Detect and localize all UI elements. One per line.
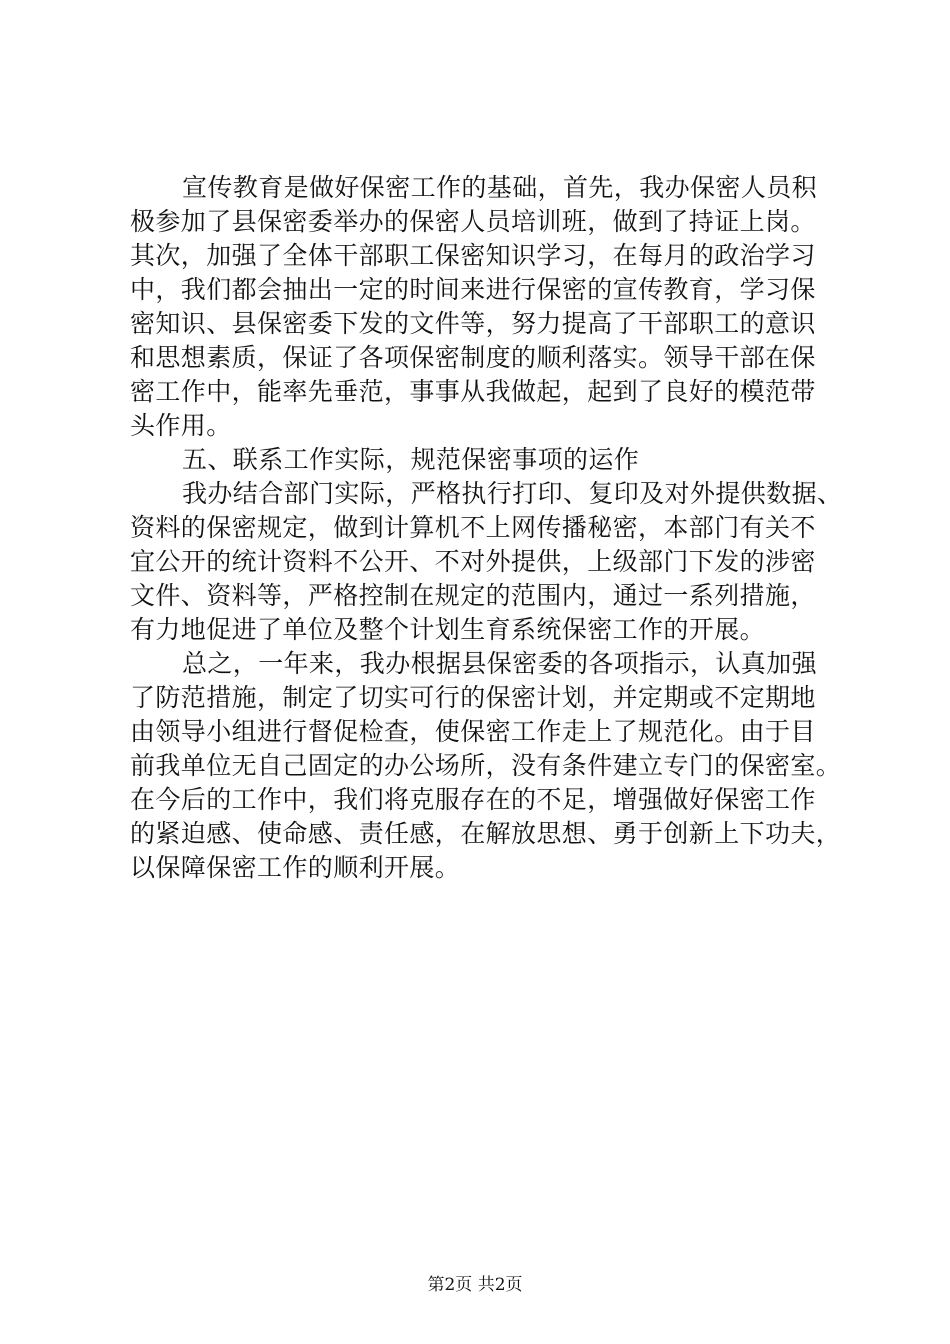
text-line: 头作用。 bbox=[130, 411, 232, 440]
text-line: 和思想素质，保证了各项保密制度的顺利落实。领导干部在保 bbox=[130, 343, 816, 372]
section-heading: 五、联系工作实际，规范保密事项的运作 bbox=[182, 445, 640, 474]
text-line: 中，我们都会抽出一定的时间来进行保密的宣传教育，学习保 bbox=[130, 275, 816, 304]
text-line: 密知识、县保密委下发的文件等，努力提高了干部职工的意识 bbox=[130, 309, 816, 338]
text-line: 总之，一年来，我办根据县保密委的各项指示，认真加强 bbox=[182, 649, 818, 678]
text-line: 前我单位无自己固定的办公场所，没有条件建立专门的保密室。 bbox=[130, 751, 842, 780]
text-line: 我办结合部门实际，严格执行打印、复印及对外提供数据、 bbox=[182, 479, 843, 508]
text-line: 由领导小组进行督促检查，使保密工作走上了规范化。由于目 bbox=[130, 717, 816, 746]
text-line: 其次，加强了全体干部职工保密知识学习，在每月的政治学习 bbox=[130, 241, 816, 270]
text-line: 密工作中，能率先垂范，事事从我做起，起到了良好的模范带 bbox=[130, 377, 816, 406]
text-line: 极参加了县保密委举办的保密人员培训班，做到了持证上岗。 bbox=[130, 207, 816, 236]
page-number: 第2页 共2页 bbox=[427, 1275, 523, 1295]
text-line: 宣传教育是做好保密工作的基础，首先，我办保密人员积 bbox=[182, 173, 818, 202]
text-line: 有力地促进了单位及整个计划生育系统保密工作的开展。 bbox=[130, 615, 766, 644]
text-line: 的紧迫感、使命感、责任感，在解放思想、勇于创新上下功夫， bbox=[130, 819, 842, 848]
text-line: 以保障保密工作的顺利开展。 bbox=[130, 853, 461, 882]
text-line: 文件、资料等，严格控制在规定的范围内，通过一系列措施， bbox=[130, 581, 816, 610]
text-line: 了防范措施，制定了切实可行的保密计划，并定期或不定期地 bbox=[130, 683, 816, 712]
text-line: 在今后的工作中，我们将克服存在的不足，增强做好保密工作 bbox=[130, 785, 816, 814]
text-line: 资料的保密规定，做到计算机不上网传播秘密，本部门有关不 bbox=[130, 513, 816, 542]
text-line: 宜公开的统计资料不公开、不对外提供，上级部门下发的涉密 bbox=[130, 547, 816, 576]
